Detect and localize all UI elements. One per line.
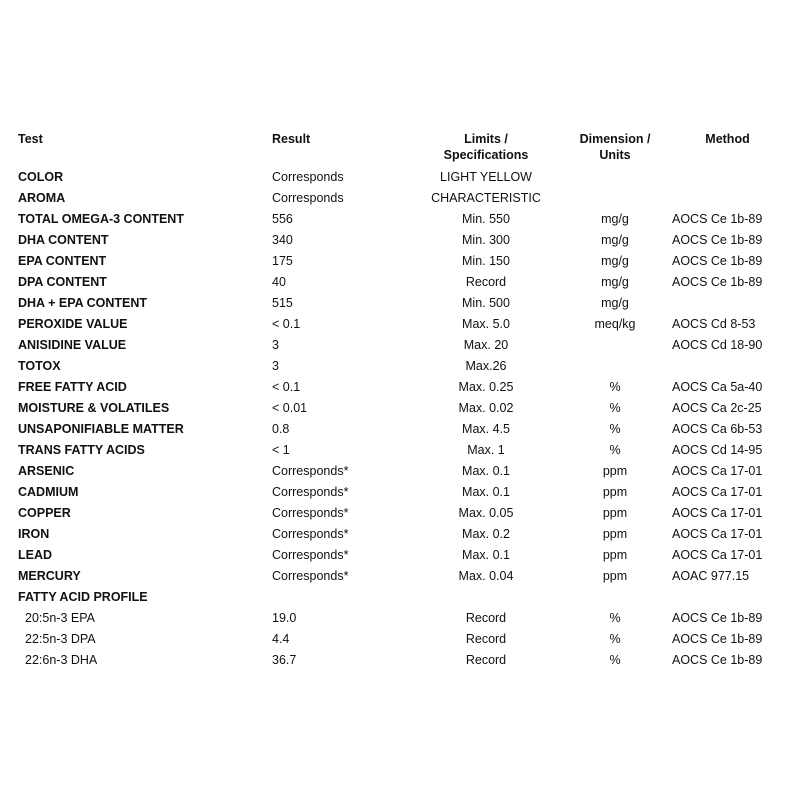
method-value: AOCS Ca 6b-53 (672, 422, 763, 436)
result-value: 515 (272, 296, 293, 310)
method-value: AOCS Ce 1b-89 (672, 233, 763, 247)
limits-value: Max. 0.1 (462, 485, 510, 499)
units-value: mg/g (601, 275, 629, 289)
table-row (0, 167, 800, 188)
result-value: Corresponds* (272, 506, 349, 520)
test-name: MOISTURE & VOLATILES (18, 401, 170, 415)
table-row (0, 209, 800, 230)
units-value: ppm (602, 569, 628, 583)
method-value: AOCS Cd 8-53 (672, 317, 756, 331)
table-row (0, 251, 800, 272)
units-value: % (609, 422, 621, 436)
limits-value: Max. 20 (463, 338, 509, 352)
table-row (0, 188, 800, 209)
table-body (0, 167, 800, 671)
result-value: < 1 (272, 443, 290, 457)
test-name: COPPER (18, 506, 71, 520)
test-name: LEAD (18, 548, 53, 562)
units-value: % (609, 401, 621, 415)
result-value: 3 (272, 338, 279, 352)
result-value: 4.4 (272, 632, 290, 646)
method-value: AOCS Cd 18-90 (672, 338, 763, 352)
limits-value: LIGHT YELLOW (440, 170, 532, 184)
method-value: AOCS Ce 1b-89 (672, 653, 763, 667)
method-value: AOCS Ce 1b-89 (672, 254, 763, 268)
method-value: AOAC 977.15 (672, 569, 750, 583)
test-name: DHA + EPA CONTENT (18, 296, 148, 310)
header-limits (420, 131, 552, 163)
result-value: 19.0 (272, 611, 297, 625)
test-name: FATTY ACID PROFILE (18, 590, 148, 604)
result-value: 556 (272, 212, 293, 226)
table-row (0, 293, 800, 314)
limits-value: Record (465, 611, 507, 625)
table-row (0, 272, 800, 293)
table-row (0, 650, 800, 671)
limits-value: Record (465, 632, 507, 646)
test-name: FREE FATTY ACID (18, 380, 127, 394)
units-value: ppm (602, 464, 628, 478)
test-name: PEROXIDE VALUE (18, 317, 128, 331)
table-row (0, 356, 800, 377)
limits-value: Min. 150 (462, 254, 510, 268)
units-value: ppm (602, 527, 628, 541)
table-row (0, 314, 800, 335)
test-name: ANISIDINE VALUE (18, 338, 127, 352)
test-name: ARSENIC (18, 464, 75, 478)
limits-value: Min. 500 (462, 296, 510, 310)
result-value: < 0.01 (272, 401, 308, 415)
result-value: Corresponds (272, 191, 344, 205)
limits-value: Max. 0.02 (458, 401, 514, 415)
units-value: mg/g (601, 233, 629, 247)
test-name: DPA CONTENT (18, 275, 107, 289)
result-value: Corresponds* (272, 569, 349, 583)
table-row (0, 524, 800, 545)
test-name: UNSAPONIFIABLE MATTER (18, 422, 184, 436)
limits-value: Record (465, 653, 507, 667)
limits-value: Max. 0.1 (462, 464, 510, 478)
method-value: AOCS Ca 17-01 (672, 464, 763, 478)
method-value: AOCS Ca 17-01 (672, 548, 763, 562)
result-value: 3 (272, 359, 279, 373)
limits-value: Max. 1 (467, 443, 505, 457)
test-name: 22:6n-3 DHA (25, 653, 98, 667)
method-value: AOCS Ca 2c-25 (672, 401, 762, 415)
header-dimension-line2: Units (599, 148, 631, 162)
table-row (0, 629, 800, 650)
limits-value: Min. 300 (462, 233, 510, 247)
table-row (0, 503, 800, 524)
test-name: AROMA (18, 191, 66, 205)
result-value: 0.8 (272, 422, 290, 436)
result-value: Corresponds* (272, 548, 349, 562)
units-value: % (609, 611, 621, 625)
limits-value: Max. 0.1 (462, 548, 510, 562)
table-row (0, 377, 800, 398)
table-row (0, 398, 800, 419)
table-row (0, 230, 800, 251)
limits-value: Record (465, 275, 507, 289)
method-value: AOCS Ca 17-01 (672, 506, 763, 520)
table-row (0, 482, 800, 503)
result-value: 175 (272, 254, 293, 268)
limits-value: Max. 0.05 (458, 506, 514, 520)
limits-value: Max. 4.5 (462, 422, 510, 436)
units-value: mg/g (601, 212, 629, 226)
limits-value: Min. 550 (462, 212, 510, 226)
header-limits-line2: Specifications (443, 148, 529, 162)
table-row (0, 608, 800, 629)
method-value: AOCS Ce 1b-89 (672, 632, 763, 646)
method-value: AOCS Ca 17-01 (672, 527, 763, 541)
result-value: Corresponds* (272, 464, 349, 478)
test-name: TOTOX (18, 359, 61, 373)
limits-value: Max. 0.04 (458, 569, 514, 583)
table-row (0, 566, 800, 587)
method-value: AOCS Cd 14-95 (672, 443, 763, 457)
result-value: 36.7 (272, 653, 297, 667)
result-value: Corresponds (272, 170, 344, 184)
header-method: Method (705, 132, 750, 146)
method-value: AOCS Ce 1b-89 (672, 212, 763, 226)
result-value: 40 (272, 275, 286, 289)
table-row (0, 545, 800, 566)
limits-value: Max. 5.0 (462, 317, 510, 331)
units-value: ppm (602, 548, 628, 562)
result-value: 340 (272, 233, 293, 247)
units-value: % (609, 380, 621, 394)
units-value: ppm (602, 506, 628, 520)
test-name: DHA CONTENT (18, 233, 109, 247)
header-result: Result (272, 132, 311, 146)
limits-value: CHARACTERISTIC (431, 191, 541, 205)
units-value: meq/kg (594, 317, 636, 331)
test-name: IRON (18, 527, 50, 541)
units-value: mg/g (601, 296, 629, 310)
table-row (0, 461, 800, 482)
result-value: < 0.1 (272, 380, 301, 394)
header-dimension (565, 131, 665, 163)
test-name: COLOR (18, 170, 64, 184)
header-limits-line1: Limits / (464, 132, 508, 146)
units-value: ppm (602, 485, 628, 499)
test-name: EPA CONTENT (18, 254, 107, 268)
units-value: mg/g (601, 254, 629, 268)
header-dimension-line1: Dimension / (579, 132, 651, 146)
units-value: % (609, 443, 621, 457)
method-value: AOCS Ce 1b-89 (672, 611, 763, 625)
method-value: AOCS Ca 5a-40 (672, 380, 763, 394)
test-name: MERCURY (18, 569, 81, 583)
table-row (0, 419, 800, 440)
test-name: CADMIUM (18, 485, 79, 499)
limits-value: Max. 0.2 (462, 527, 510, 541)
header-test: Test (18, 132, 43, 146)
limits-value: Max. 0.25 (458, 380, 514, 394)
test-name: 22:5n-3 DPA (25, 632, 96, 646)
result-value: Corresponds* (272, 485, 349, 499)
result-value: Corresponds* (272, 527, 349, 541)
test-name: 20:5n-3 EPA (25, 611, 95, 625)
table-row (0, 587, 800, 608)
limits-value: Max.26 (465, 359, 507, 373)
method-value: AOCS Ca 17-01 (672, 485, 763, 499)
table-row (0, 440, 800, 461)
units-value: % (609, 653, 621, 667)
method-value: AOCS Ce 1b-89 (672, 275, 763, 289)
test-name: TRANS FATTY ACIDS (18, 443, 145, 457)
table-row (0, 335, 800, 356)
units-value: % (609, 632, 621, 646)
test-name: TOTAL OMEGA-3 CONTENT (18, 212, 184, 226)
result-value: < 0.1 (272, 317, 301, 331)
